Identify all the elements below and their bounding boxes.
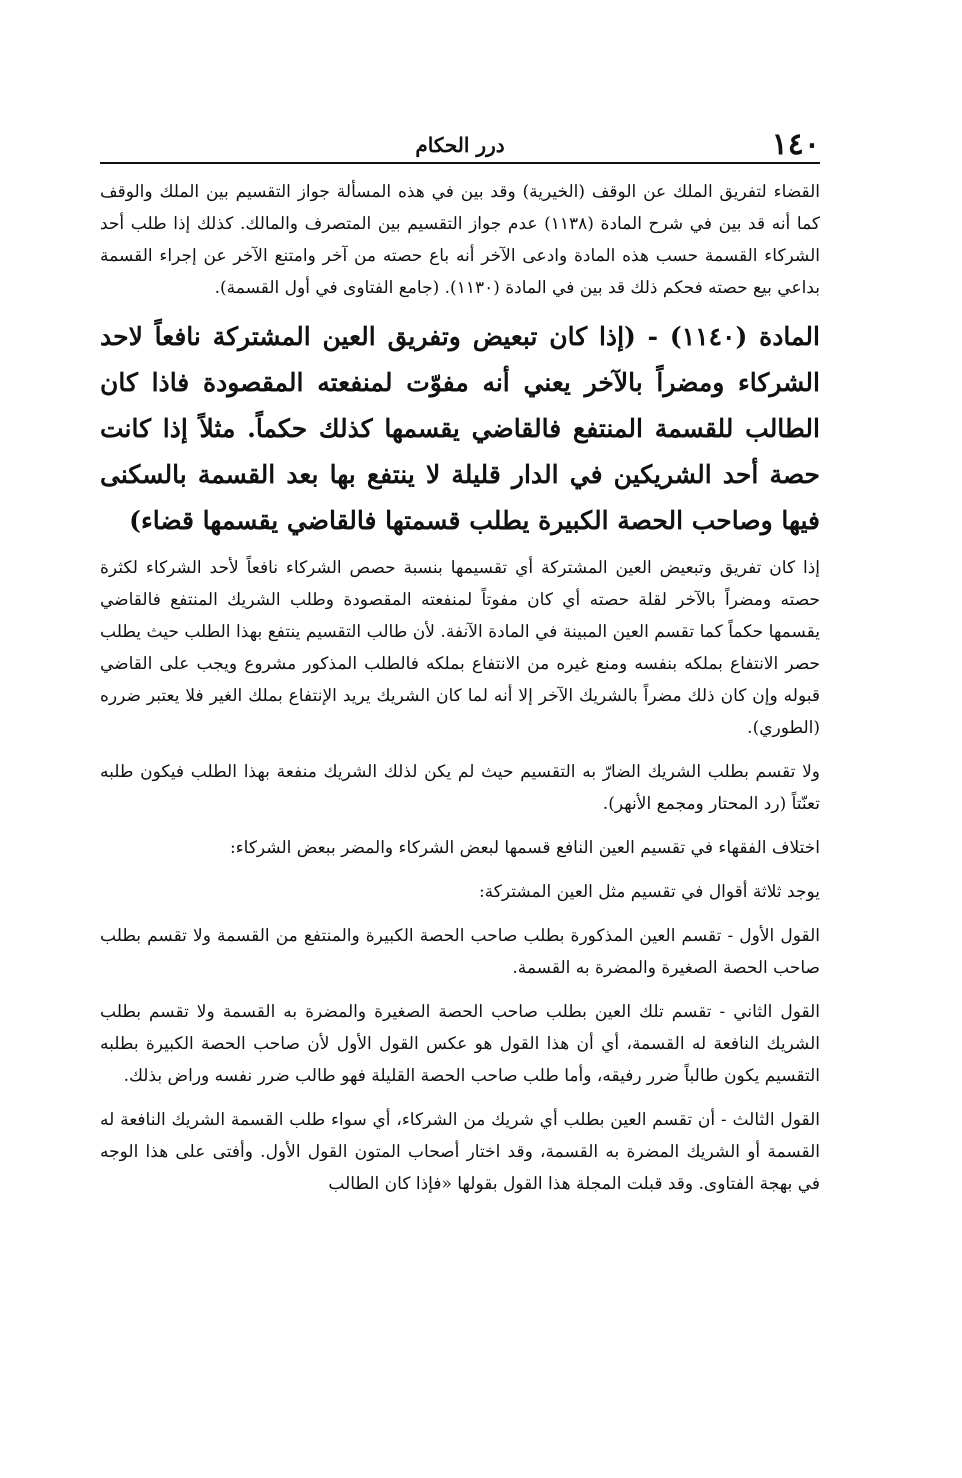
page-number: ١٤٠ (771, 127, 820, 162)
page-body (100, 176, 820, 1200)
paragraph-explanation: إذا كان تفريق وتبعيض العين المشتركة أي تقسيمها بنسبة حصص الشركاء نافعاً لأحد الشركاء لكثرة حصته ومضراً بالآخر لقلة حصته أي كان مفوتاً لمنفعته المقصودة وطلب الشريك المنتفع فالقاضي يقسمها حكماً كما تقسم العين المبينة في المادة الآنفة. لأن طالب التقسيم ينتفع بهذا الطلب حيث يطلب حصر الانتفاع بملكه بنفسه ومنع غيره من الانتفاع بملكه فالطلب المذكور مشروع ويجب على القاضي قبوله وإن كان ذلك مضراً بالشريك الآخر إلا أنه لما كان الشريك يريد الإنتفاع بملك الغير فلا يعتبر ضرره (الطوري). (100, 558, 820, 738)
paragraph-second-opinion: القول الثاني - تقسم تلك العين بطلب صاحب الحصة الصغيرة والمضرة به القسمة ولا تقسم بطلب الشريك النافعة له القسمة، أي أن هذا القول هو عكس القول الأول لأن صاحب الحصة الكبيرة بطلبه التقسيم يكون طالباً ضرر رفيقه، وأما طلب صاحب الحصة القليلة فهو طالب ضرر نفسه وراض بذلك. (100, 1002, 820, 1086)
paragraph-third-opinion: القول الثالث - أن تقسم العين بطلب أي شريك من الشركاء، أي سواء طلب القسمة الشريك النافعة له القسمة أو الشريك المضرة به القسمة، وقد اختار أصحاب المتون القول الأول. وأفتى على هذا الوجه في بهجة الفتاوى. وقد قبلت المجلة هذا القول بقولها «فإذا كان الطالب (100, 1110, 820, 1194)
paragraph-jurists-disagreement: اختلاف الفقهاء في تقسيم العين النافع قسمها لبعض الشركاء والمضر ببعض الشركاء: (229, 838, 820, 858)
running-title: درر الحكام (415, 133, 505, 157)
paragraph-first-opinion: القول الأول - تقسم العين المذكورة بطلب صاحب الحصة الكبيرة والمنتفع من القسمة ولا تقسم بطلب صاحب الحصة الصغيرة والمضرة به القسمة. (100, 926, 820, 978)
paragraph-three-opinions: يوجد ثلاثة أقوال في تقسيم مثل العين المشتركة: (478, 882, 820, 902)
page-header (100, 128, 820, 164)
article-1140-text: المادة (١١٤٠) - (إذا كان تبعيض وتفريق العين المشتركة نافعاً لاحد الشركاء ومضراً بالآخر يعني أنه مفوّت لمنفعته المقصودة فاذا كان الطالب للقسمة المنتفع فالقاضي يقسمها كذلك حكماً. مثلاً إذا كانت حصة أحد الشريكين في الدار قليلة لا ينتفع بها بعد القسمة بالسكنى فيها وصاحب الحصة الكبيرة يطلب قسمتها فالقاضي يقسمها قضاء) (100, 322, 820, 535)
paragraph-intro: القضاء لتفريق الملك عن الوقف (الخيرية) وقد بين في هذه المسألة جواز التقسيم بين الملك والوقف كما أنه قد بين في شرح المادة (١١٣٨) عدم جواز التقسيم بين المتصرف والمالك. كذلك إذا طلب أحد الشركاء القسمة حسب هذه المادة وادعى الآخر أنه باع حصته من آخر وامتنع الآخر عن إجراء القسمة بداعي بيع حصته فحكم ذلك قد بين في المادة (١١٣٠). (جامع الفتاوى في أول القسمة). (100, 182, 820, 298)
paragraph-harmful-request: ولا تقسم بطلب الشريك الضارّ به التقسيم حيث لم يكن لذلك الشريك منفعة بهذا الطلب فيكون طلبه تعنّتاً (رد المحتار ومجمع الأنهر). (100, 762, 820, 814)
